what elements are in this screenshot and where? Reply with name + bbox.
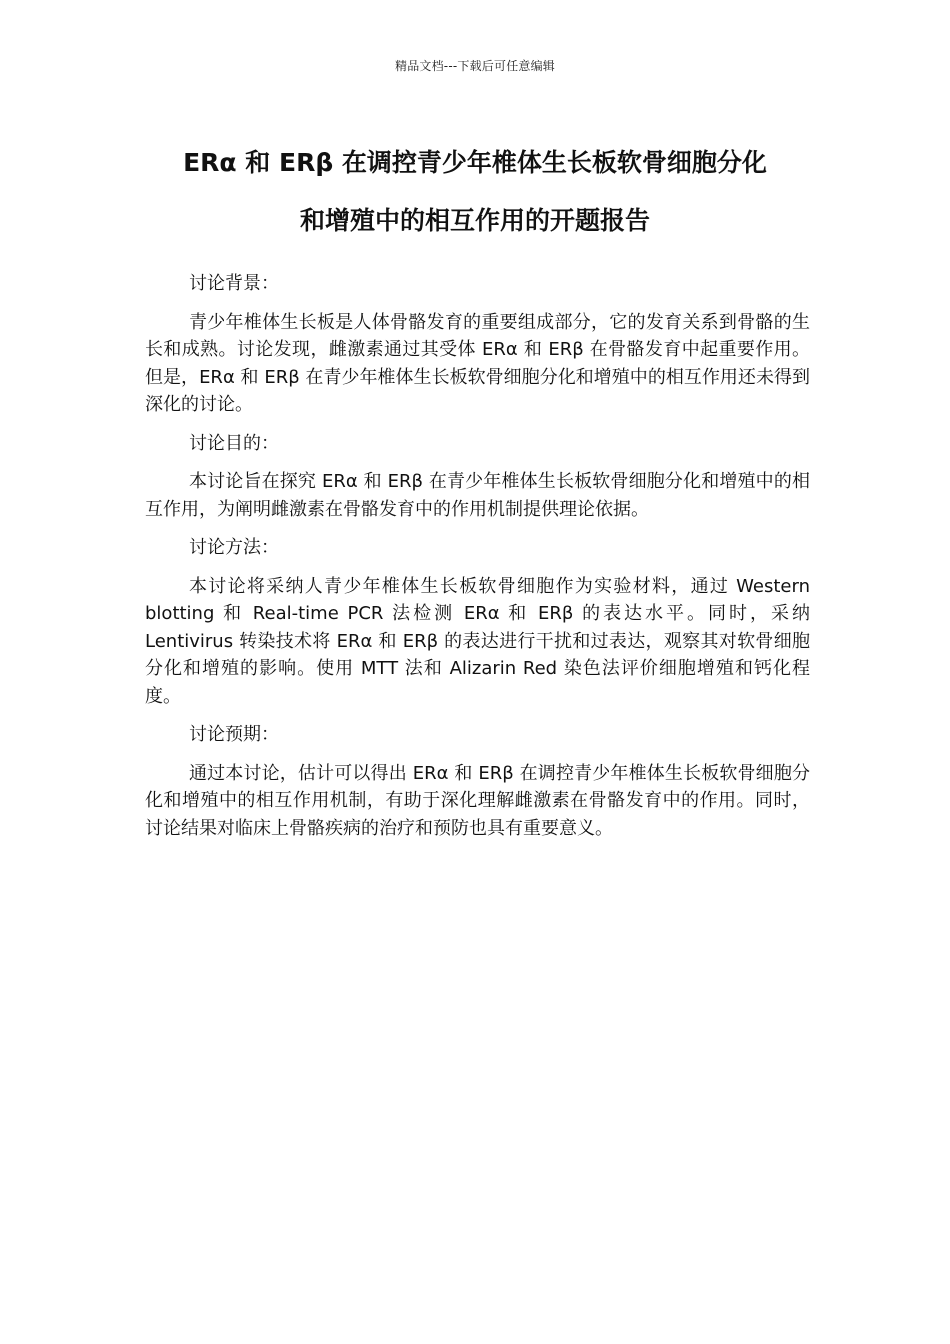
purpose-paragraph: 本讨论旨在探究 ERα 和 ERβ 在青少年椎体生长板软骨细胞分化和增殖中的相互作用，为阐明雌激素在骨骼发育中的作用机制提供理论依据。 — [145, 471, 810, 520]
document-title — [100, 134, 850, 250]
methods-paragraph: 本讨论将采纳人青少年椎体生长板软骨细胞作为实验材料，通过 Western blotting 和 Real-time PCR 法检测 ERα 和 ERβ 的表达水平。同时，采纳 Lentivirus 转染技术将 ERα 和 ERβ 的表达进行干扰和过表达，观察其对软骨细胞分化和增殖的影响。使用 MTT 法和 Alizarin Red 染色法评价细胞增殖和钙化程度。 — [145, 575, 810, 707]
title-line-1: ERα 和 ERβ 在调控青少年椎体生长板软骨细胞分化 — [183, 148, 767, 177]
background-paragraph: 青少年椎体生长板是人体骨骼发育的重要组成部分，它的发育关系到骨骼的生长和成熟。讨论发现，雌激素通过其受体 ERα 和 ERβ 在骨骼发育中起重要作用。但是，ERα 和 ERβ 在青少年椎体生长板软骨细胞分化和增殖中的相互作用还未得到深化的讨论。 — [145, 311, 810, 415]
expectation-paragraph: 通过本讨论，估计可以得出 ERα 和 ERβ 在调控青少年椎体生长板软骨细胞分化和增殖中的相互作用机制，有助于深化理解雌激素在骨骼发育中的作用。同时，讨论结果对临床上骨骼疾病的治疗和预防也具有重要意义。 — [145, 762, 810, 839]
methods-heading: 讨论方法： — [189, 537, 279, 558]
purpose-heading: 讨论目的： — [189, 432, 279, 454]
document-body — [145, 270, 810, 853]
title-line-2: 和增殖中的相互作用的开题报告 — [299, 206, 650, 235]
expectation-heading: 讨论预期： — [189, 724, 279, 745]
background-heading: 讨论背景： — [189, 273, 279, 294]
page-header: 精品文档---下载后可任意编辑 — [395, 59, 555, 73]
